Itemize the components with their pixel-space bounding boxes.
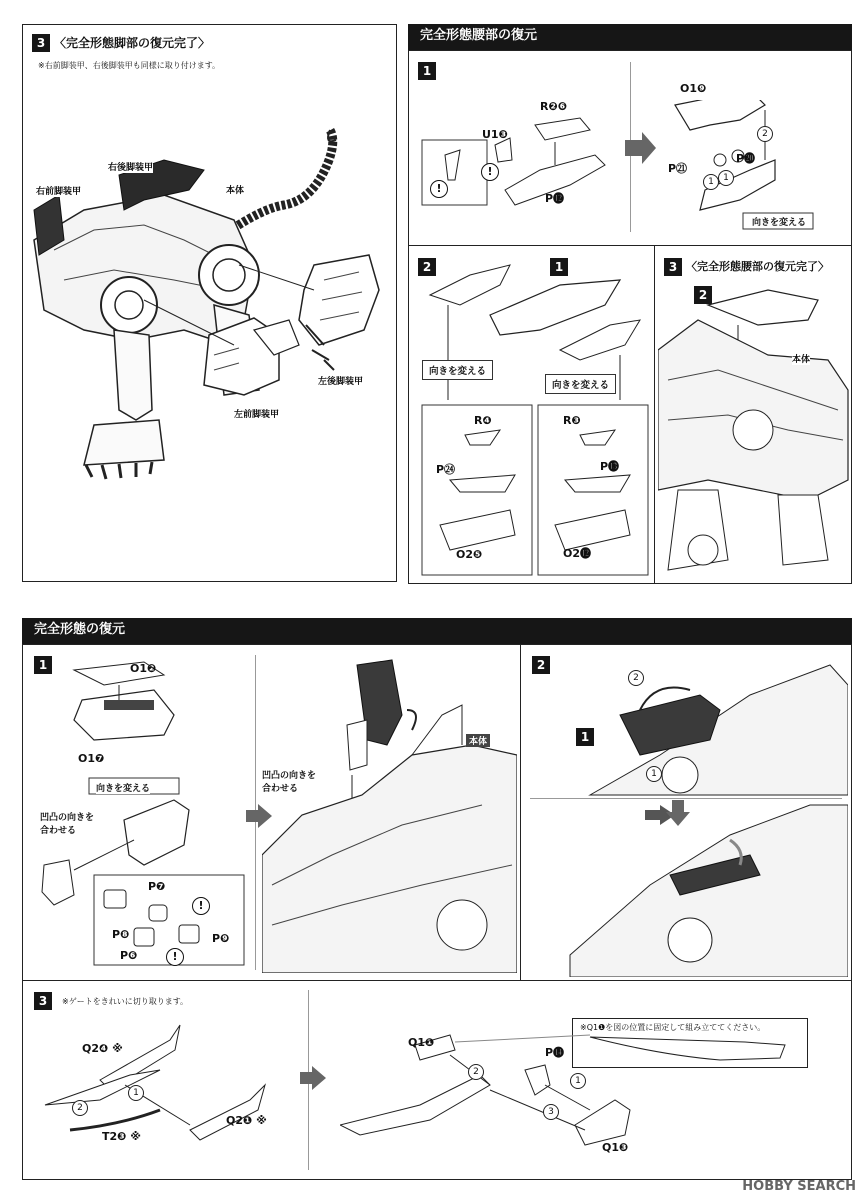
step-circle: 3 xyxy=(543,1104,559,1120)
caution-icon: ! xyxy=(192,897,210,915)
caution-icon: ! xyxy=(430,180,448,198)
part-q1-1: Q1❶ xyxy=(408,1036,435,1049)
part-o1: O1❾ xyxy=(680,82,707,95)
step-circle: 1 xyxy=(718,170,734,186)
step-circle: 2 xyxy=(628,670,644,686)
step-circle: 2 xyxy=(468,1064,484,1080)
part-p24: P㉔ xyxy=(436,463,456,476)
step-number: 3 xyxy=(32,34,50,52)
watermark: HOBBY SEARCH xyxy=(742,1179,856,1194)
callout-text: ※Q1❶を図の位置に固定して組み立ててください。 xyxy=(580,1023,766,1032)
part-p21: P㉑ xyxy=(668,162,688,175)
orient-label-left: 向きを変える xyxy=(422,360,493,380)
part-p20: P⓴ xyxy=(736,152,756,165)
divider xyxy=(22,980,852,981)
waist-step3-title: 〈完全形態腰部の復元完了〉 xyxy=(686,260,829,273)
full-step1-right-drawing xyxy=(262,655,517,973)
align-label: 凹凸の向きを 合わせる xyxy=(40,813,95,836)
down-arrow-icon xyxy=(666,800,690,826)
ref-step-number: 1 xyxy=(576,728,594,746)
part-q2-4: Q2❹ ※ xyxy=(82,1042,123,1055)
divider xyxy=(520,644,521,980)
ref-step-number: 2 xyxy=(694,286,712,304)
next-arrow-icon xyxy=(300,1066,326,1090)
part-o2-5: O2❺ xyxy=(456,548,483,561)
step-note: ※右前脚装甲、右後脚装甲も同様に取り付けます。 xyxy=(38,61,221,70)
part-p13: P⓭ xyxy=(600,460,620,473)
orient-label: 向きを変える xyxy=(752,215,806,228)
caution-icon: ! xyxy=(166,948,184,966)
label-body: 本体 xyxy=(466,734,490,747)
part-p12: P⓬ xyxy=(545,192,565,205)
label-body: 本体 xyxy=(226,183,244,196)
ref-step-number: 1 xyxy=(550,258,568,276)
full-step3-left-drawing xyxy=(40,1015,305,1165)
part-q2-1: Q2❶ ※ xyxy=(226,1114,267,1127)
gate-note: ※ゲートをきれいに切り取ります。 xyxy=(62,997,189,1006)
full-header: 完全形態の復元 xyxy=(22,618,852,644)
part-o1-2: O1❷ xyxy=(130,662,157,675)
divider xyxy=(654,245,655,584)
part-t2-3: T2❸ ※ xyxy=(102,1130,141,1143)
part-p14: P⓮ xyxy=(545,1046,565,1059)
step-title: 〈完全形態脚部の復元完了〉 xyxy=(54,36,211,50)
full-step2-number: 2 xyxy=(532,656,550,674)
label-rear-right-armor: 右後脚装甲 xyxy=(108,160,153,173)
part-p8: P❽ xyxy=(112,928,130,941)
part-r3: R❸ xyxy=(563,414,581,427)
part-u1: U1❸ xyxy=(482,128,508,141)
step-circle: 1 xyxy=(703,174,719,190)
waist-header: 完全形態腰部の復元 xyxy=(408,24,852,50)
align-label-2: 凹凸の向きを 合わせる xyxy=(262,771,317,794)
part-o2-12: O2⓬ xyxy=(563,547,592,560)
step-circle: 1 xyxy=(570,1073,586,1089)
step-circle: 2 xyxy=(757,126,773,142)
full-step3-right-drawing xyxy=(340,1030,810,1170)
label-front-left-armor: 左前脚装甲 xyxy=(234,407,279,420)
step-circle: 1 xyxy=(128,1085,144,1101)
waist-step1-number: 1 xyxy=(418,62,436,80)
label-body: 本体 xyxy=(792,352,810,365)
waist-step2-number: 2 xyxy=(418,258,436,276)
part-p7: P❼ xyxy=(148,880,166,893)
part-o1-7: O1❼ xyxy=(78,752,105,765)
label-front-right-armor: 右前脚装甲 xyxy=(36,184,81,197)
part-p6: P❻ xyxy=(120,949,138,962)
orient-label-right: 向きを変える xyxy=(545,374,616,394)
legs-drawing xyxy=(24,90,396,520)
full-step3-number: 3 xyxy=(34,992,52,1010)
step-circle: 1 xyxy=(646,766,662,782)
part-r: R❷❻ xyxy=(540,100,568,113)
step-circle: 2 xyxy=(72,1100,88,1116)
caution-icon: ! xyxy=(481,163,499,181)
divider xyxy=(408,245,852,246)
part-q1-3: Q1❸ xyxy=(602,1141,629,1154)
label-rear-left-armor: 左後脚装甲 xyxy=(318,374,363,387)
part-p9: P❾ xyxy=(212,932,230,945)
waist-step3-drawing xyxy=(658,280,850,580)
full-step1-number: 1 xyxy=(34,656,52,674)
waist-step2-drawing xyxy=(420,260,652,580)
orient-label: 向きを変える xyxy=(96,781,150,794)
part-r4: R❹ xyxy=(474,414,492,427)
waist-step3-number: 3 xyxy=(664,258,682,276)
